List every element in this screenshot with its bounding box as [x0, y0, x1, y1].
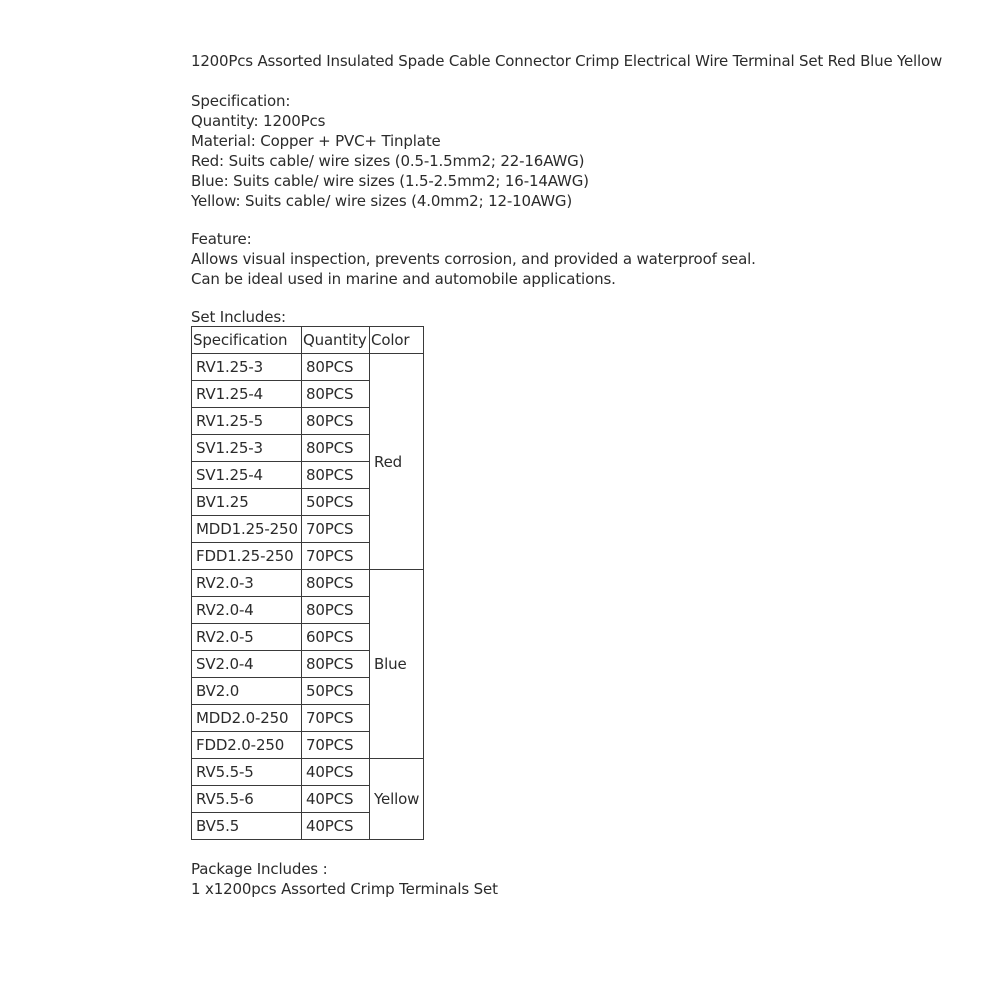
cell-specification: SV1.25-4: [192, 462, 302, 489]
cell-specification: RV2.0-3: [192, 570, 302, 597]
cell-specification: BV2.0: [192, 678, 302, 705]
cell-quantity: 80PCS: [302, 570, 370, 597]
column-header-color: Color: [370, 327, 424, 354]
spec-blue-size: Blue: Suits cable/ wire sizes (1.5-2.5mm2; 16-14AWG): [191, 172, 589, 190]
cell-quantity: 60PCS: [302, 624, 370, 651]
cell-specification: MDD1.25-250: [192, 516, 302, 543]
cell-quantity: 50PCS: [302, 489, 370, 516]
cell-specification: BV5.5: [192, 813, 302, 840]
package-includes-line: 1 x1200pcs Assorted Crimp Terminals Set: [191, 880, 498, 898]
column-header-quantity: Quantity: [302, 327, 370, 354]
cell-specification: BV1.25: [192, 489, 302, 516]
table-row: [192, 570, 424, 597]
table-row: [192, 354, 424, 381]
cell-specification: SV2.0-4: [192, 651, 302, 678]
set-includes-heading: Set Includes:: [191, 308, 286, 326]
cell-specification: RV1.25-3: [192, 354, 302, 381]
cell-color: Red: [370, 354, 424, 570]
cell-quantity: 80PCS: [302, 354, 370, 381]
cell-quantity: 80PCS: [302, 597, 370, 624]
spec-red-size: Red: Suits cable/ wire sizes (0.5-1.5mm2; 22-16AWG): [191, 152, 585, 170]
cell-specification: RV5.5-5: [192, 759, 302, 786]
table-body: [192, 354, 424, 840]
spec-material: Material: Copper + PVC+ Tinplate: [191, 132, 441, 150]
cell-specification: RV2.0-5: [192, 624, 302, 651]
cell-specification: RV1.25-4: [192, 381, 302, 408]
set-includes-table: [191, 326, 424, 840]
package-includes-section: [191, 859, 981, 899]
cell-quantity: 50PCS: [302, 678, 370, 705]
cell-quantity: 80PCS: [302, 651, 370, 678]
table-row: [192, 759, 424, 786]
cell-quantity: 40PCS: [302, 813, 370, 840]
spec-yellow-size: Yellow: Suits cable/ wire sizes (4.0mm2; 12-10AWG): [191, 192, 573, 210]
cell-quantity: 80PCS: [302, 435, 370, 462]
cell-specification: RV5.5-6: [192, 786, 302, 813]
feature-section: [191, 229, 981, 289]
cell-quantity: 40PCS: [302, 759, 370, 786]
cell-quantity: 70PCS: [302, 732, 370, 759]
cell-quantity: 40PCS: [302, 786, 370, 813]
table-header-row: [192, 327, 424, 354]
cell-color: Yellow: [370, 759, 424, 840]
spec-quantity: Quantity: 1200Pcs: [191, 112, 326, 130]
cell-specification: FDD1.25-250: [192, 543, 302, 570]
cell-specification: RV2.0-4: [192, 597, 302, 624]
package-includes-heading: Package Includes :: [191, 860, 328, 878]
feature-heading: Feature:: [191, 230, 252, 248]
cell-quantity: 80PCS: [302, 381, 370, 408]
cell-specification: FDD2.0-250: [192, 732, 302, 759]
cell-specification: RV1.25-5: [192, 408, 302, 435]
feature-line: Allows visual inspection, prevents corrosion, and provided a waterproof seal.: [191, 250, 756, 268]
cell-specification: SV1.25-3: [192, 435, 302, 462]
cell-color: Blue: [370, 570, 424, 759]
cell-quantity: 70PCS: [302, 705, 370, 732]
product-title: 1200Pcs Assorted Insulated Spade Cable Connector Crimp Electrical Wire Terminal Set Red Blue Yellow: [191, 52, 943, 70]
specification-heading: Specification:: [191, 92, 291, 110]
feature-line: Can be ideal used in marine and automobile applications.: [191, 270, 616, 288]
cell-specification: MDD2.0-250: [192, 705, 302, 732]
cell-quantity: 80PCS: [302, 408, 370, 435]
specification-section: [191, 91, 981, 211]
cell-quantity: 80PCS: [302, 462, 370, 489]
column-header-specification: Specification: [192, 327, 302, 354]
cell-quantity: 70PCS: [302, 543, 370, 570]
product-description: [191, 50, 981, 899]
cell-quantity: 70PCS: [302, 516, 370, 543]
